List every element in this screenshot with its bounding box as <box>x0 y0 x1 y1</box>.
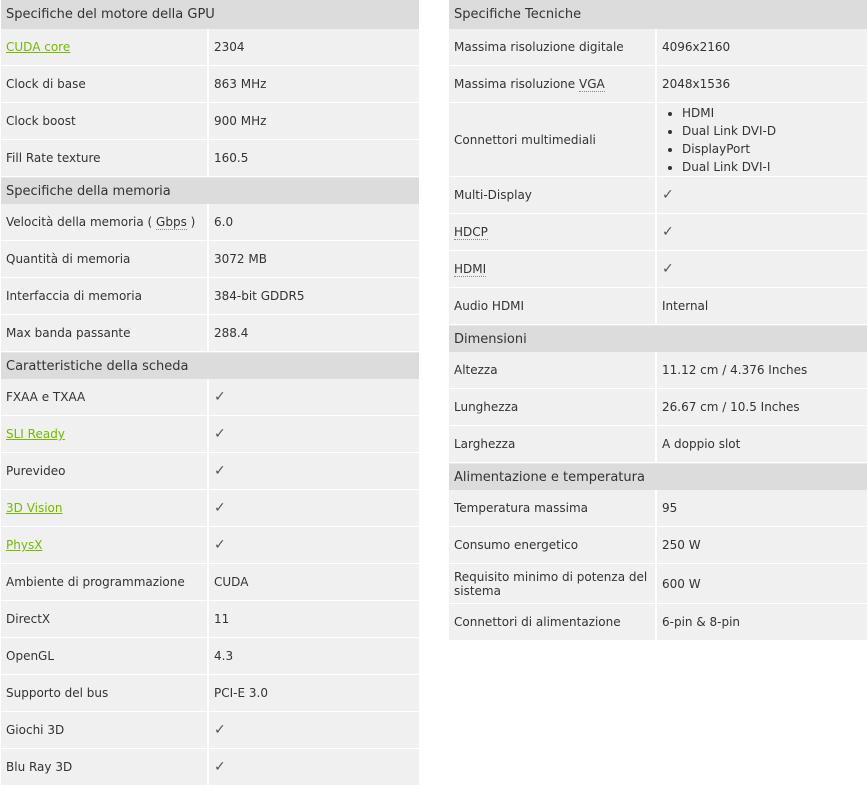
spec-label: Requisito minimo di potenza del sistema <box>449 564 657 603</box>
spec-label: Connettori multimediali <box>449 103 657 176</box>
spec-row-memory-interface <box>1 278 419 315</box>
spec-label: Clock boost <box>1 103 209 139</box>
spec-label: Massima risoluzione VGA <box>449 66 657 102</box>
section-header-memory: Specifiche della memoria <box>1 177 419 204</box>
section-header-power-temp: Alimentazione e temperatura <box>449 463 867 490</box>
spec-label: Max banda passante <box>1 315 209 351</box>
sli-ready-link[interactable]: SLI Ready <box>6 427 65 441</box>
spec-row-memory-amount <box>1 241 419 278</box>
spec-value: PCI-E 3.0 <box>214 686 268 700</box>
spec-value: 11 <box>214 612 230 626</box>
3d-vision-link[interactable]: 3D Vision <box>6 501 63 515</box>
spec-value: 4.3 <box>214 649 234 663</box>
spec-row-min-system-power <box>449 564 867 604</box>
spec-row-3d-games <box>1 712 419 749</box>
check-icon: ✓ <box>214 389 226 405</box>
spec-label: Clock di base <box>1 66 209 102</box>
vga-abbr: VGA <box>579 76 605 91</box>
check-icon: ✓ <box>214 759 226 775</box>
spec-row-blu-ray-3d <box>1 749 419 786</box>
spec-label: DirectX <box>1 601 209 637</box>
list-item: • Dual Link DVI-I <box>682 158 776 176</box>
spec-row-bus-support <box>1 675 419 712</box>
spec-label: Purevideo <box>1 453 209 489</box>
spec-label: Massima risoluzione digitale <box>449 29 657 65</box>
spec-label: Temperatura massima <box>449 490 657 526</box>
spec-value: 160.5 <box>214 151 249 165</box>
check-icon: ✓ <box>662 224 674 240</box>
spec-row-bandwidth <box>1 315 419 352</box>
spec-value: 863 MHz <box>214 77 267 91</box>
section-header-board-features: Caratteristiche della scheda <box>1 352 419 379</box>
spec-label: Larghezza <box>449 426 657 462</box>
physx-link[interactable]: PhysX <box>6 538 43 552</box>
spec-row-multi-display <box>449 177 867 214</box>
spec-value-list <box>657 103 867 176</box>
spec-row-fxaa-txaa <box>1 379 419 416</box>
spec-row-max-temp <box>449 490 867 527</box>
check-icon: ✓ <box>214 722 226 738</box>
spec-value: 2048x1536 <box>662 77 731 91</box>
spec-label: Connettori di alimentazione <box>449 604 657 640</box>
check-icon: ✓ <box>214 426 226 442</box>
section-header-tech-specs: Specifiche Tecniche <box>449 0 867 29</box>
spec-label: OpenGL <box>1 638 209 674</box>
spec-value: 6-pin & 8-pin <box>662 615 741 629</box>
spec-label <box>449 251 657 287</box>
spec-row-cuda-core <box>1 29 419 66</box>
spec-value: 6.0 <box>214 215 234 229</box>
spec-value: 3072 MB <box>214 252 267 266</box>
spec-row-programming-env <box>1 564 419 601</box>
spec-row-length <box>449 389 867 426</box>
spec-label: Multi-Display <box>449 177 657 213</box>
spec-row-hdmi <box>449 251 867 288</box>
spec-row-directx <box>1 601 419 638</box>
spec-value: 900 MHz <box>214 114 267 128</box>
spec-row-power-consumption <box>449 527 867 564</box>
spec-row-hdmi-audio <box>449 288 867 325</box>
spec-label: Audio HDMI <box>449 288 657 324</box>
spec-row-max-digital-res <box>449 29 867 66</box>
spec-label: Interfaccia di memoria <box>1 278 209 314</box>
gbps-abbr: Gbps <box>156 214 187 229</box>
cuda-core-link[interactable]: CUDA core <box>6 40 71 54</box>
spec-row-sli-ready <box>1 416 419 453</box>
hdcp-abbr: HDCP <box>454 224 488 239</box>
spec-row-texture-fill-rate <box>1 140 419 177</box>
spec-label: Altezza <box>449 352 657 388</box>
check-icon: ✓ <box>214 500 226 516</box>
spec-value: 600 W <box>662 576 701 591</box>
spec-row-3d-vision <box>1 490 419 527</box>
check-icon: ✓ <box>662 261 674 277</box>
spec-row-base-clock <box>1 66 419 103</box>
spec-value: A doppio slot <box>662 437 741 451</box>
list-item: • DisplayPort <box>682 140 776 158</box>
check-icon: ✓ <box>662 187 674 203</box>
spec-label: Lunghezza <box>449 389 657 425</box>
spec-value: 95 <box>662 501 678 515</box>
spec-value: 288.4 <box>214 326 249 340</box>
spec-row-max-vga-res <box>449 66 867 103</box>
spec-label <box>449 214 657 250</box>
spec-label: Ambiente di programmazione <box>1 564 209 600</box>
hdmi-abbr: HDMI <box>454 261 487 276</box>
section-header-dimensions: Dimensioni <box>449 325 867 352</box>
spec-label: Quantità di memoria <box>1 241 209 277</box>
spec-value: Internal <box>662 299 709 313</box>
spec-value: 250 W <box>662 538 701 552</box>
spec-value: 2304 <box>214 40 245 54</box>
gpu-specs-right-column <box>449 0 867 641</box>
spec-label: FXAA e TXAA <box>1 379 209 415</box>
spec-label: Consumo energetico <box>449 527 657 563</box>
check-icon: ✓ <box>214 463 226 479</box>
spec-row-width <box>449 426 867 463</box>
check-icon: ✓ <box>214 537 226 553</box>
spec-row-power-connectors <box>449 604 867 641</box>
section-header-gpu-engine: Specifiche del motore della GPU <box>1 0 419 29</box>
spec-value: 4096x2160 <box>662 40 731 54</box>
spec-row-physx <box>1 527 419 564</box>
list-item: • Dual Link DVI-D <box>682 122 776 140</box>
spec-label: Fill Rate texture <box>1 140 209 176</box>
list-item: • HDMI <box>682 104 776 122</box>
spec-label: Blu Ray 3D <box>1 749 209 785</box>
spec-row-media-connectors <box>449 103 867 177</box>
spec-value: 384-bit GDDR5 <box>214 289 305 303</box>
spec-row-boost-clock <box>1 103 419 140</box>
spec-row-hdcp <box>449 214 867 251</box>
spec-row-opengl <box>1 638 419 675</box>
spec-row-purevideo <box>1 453 419 490</box>
connector-list <box>662 104 776 176</box>
gpu-specs-left-column <box>1 0 419 786</box>
spec-label: Giochi 3D <box>1 712 209 748</box>
spec-label: Velocità della memoria ( Gbps ) <box>1 204 209 240</box>
spec-label: Supporto del bus <box>1 675 209 711</box>
spec-value: 11.12 cm / 4.376 Inches <box>662 363 808 377</box>
spec-row-height <box>449 352 867 389</box>
spec-row-memory-speed <box>1 204 419 241</box>
spec-value: 26.67 cm / 10.5 Inches <box>662 400 800 414</box>
spec-value: CUDA <box>214 575 249 589</box>
